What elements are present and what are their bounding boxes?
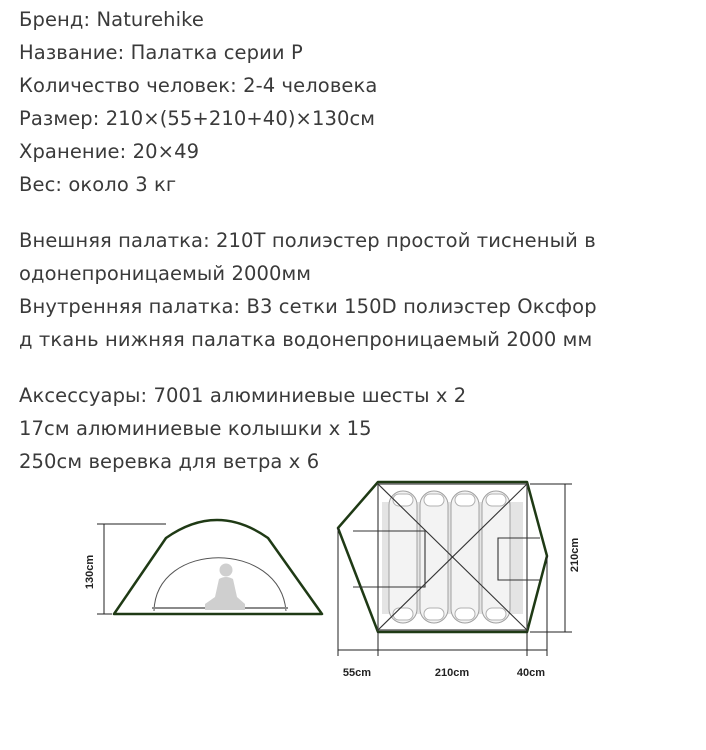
material-inner-line-1: Внутренняя палатка: B3 сетки 150D полиэстер Оксфор	[19, 295, 597, 318]
spec-name: Название: Палатка серии P	[19, 41, 303, 64]
spec-capacity: Количество человек: 2-4 человека	[19, 74, 378, 97]
vestibule-left-label: 55cm	[342, 667, 372, 679]
sleeping-bag	[389, 491, 417, 623]
accessories-line-3: 250см веревка для ветра x 6	[19, 450, 320, 473]
material-outer-line-1: Внешняя палатка: 210T полиэстер простой тисненый в	[19, 229, 596, 252]
sleeping-bag	[451, 491, 479, 623]
inner-length-label: 210cm	[434, 667, 470, 679]
tent-side-view	[84, 520, 322, 614]
sleeping-bag	[420, 491, 448, 623]
accessories-line-1: Аксессуары: 7001 алюминиевые шесты x 2	[19, 384, 467, 407]
spec-brand: Бренд: Naturehike	[19, 8, 204, 31]
sleeping-bag	[482, 491, 510, 623]
spec-storage: Хранение: 20×49	[19, 140, 200, 163]
material-outer-line-2: одонепроницаемый 2000мм	[19, 262, 312, 285]
depth-label: 210cm	[569, 537, 581, 573]
spec-weight: Вес: около 3 кг	[19, 173, 177, 196]
tent-top-view	[338, 482, 581, 679]
accessories-line-2: 17см алюминиевые колышки x 15	[19, 417, 372, 440]
material-inner-line-2: д ткань нижняя палатка водонепроницаемый 2000 мм	[19, 328, 593, 351]
person-silhouette	[205, 564, 245, 611]
height-label: 130cm	[84, 554, 96, 590]
vestibule-right-label: 40cm	[516, 667, 546, 679]
spec-size: Размер: 210×(55+210+40)×130см	[19, 107, 376, 130]
